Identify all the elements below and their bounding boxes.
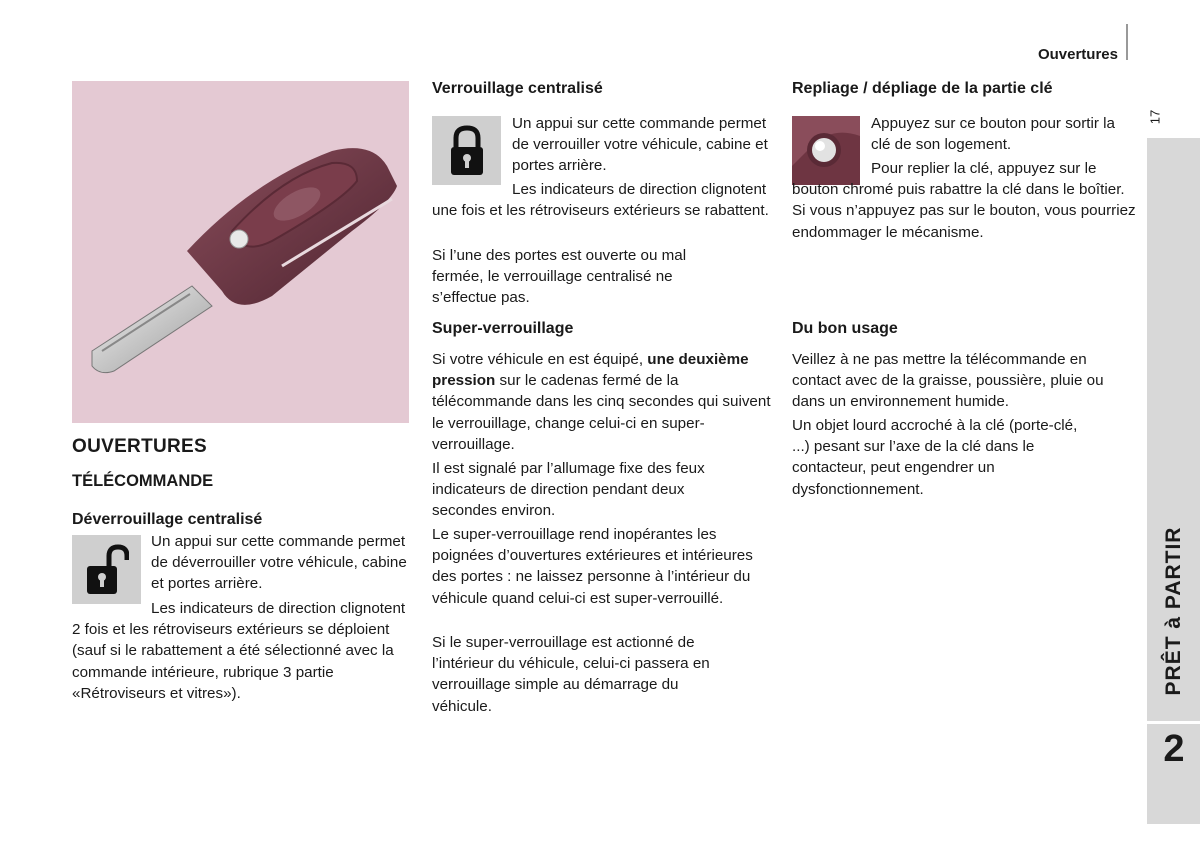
fold-heading: Repliage / dépliage de la partie clé bbox=[792, 80, 1053, 97]
usage-heading: Du bon usage bbox=[792, 320, 898, 337]
chapter-number: 2 bbox=[1163, 728, 1185, 770]
super-lock-paragraph-4: Si le super-verrouillage est actionné de l’intérieur du véhicule, celui-ci passera en verrouillage simple au démarrage du véhicule. bbox=[432, 634, 710, 715]
unlock-icon bbox=[72, 535, 141, 604]
unlock-paragraph-2: Les indicateurs de direction clignotent 2 fois et les rétroviseurs extérieurs se déploient (sauf si le rabattement a été sélectionné avec la commande intérieure, rubrique 3 partie «Rétroviseurs et vitres»). bbox=[72, 600, 406, 702]
usage-paragraph-1: Veillez à ne pas mettre la télécommande en contact avec de la graisse, poussière, pluie ou dans un environnement humide. bbox=[792, 351, 1104, 411]
header-rule bbox=[1126, 24, 1128, 60]
page-number: 17 bbox=[1147, 109, 1163, 125]
unlock-heading: Déverrouillage centralisé bbox=[72, 511, 263, 528]
page-title: OUVERTURES bbox=[72, 436, 207, 457]
super-lock-heading: Super-verrouillage bbox=[432, 320, 574, 337]
super-lock-paragraph-3: Le super-verrouillage rend inopérantes les poignées d’ouvertures extérieures et intérieures des portes : ne laissez personne à l’intérieur du véhicule quand celui-ci est super-verrouillé. bbox=[432, 526, 753, 607]
lock-icon bbox=[432, 116, 501, 185]
fold-paragraph-2: Pour replier la clé, appuyez sur le bouton chromé puis rabattre la clé dans le boîtier. Si vous n’appuyez pas sur le bouton, vous pourriez endommager le mécanisme. bbox=[792, 160, 1136, 241]
usage-paragraph-2: Un objet lourd accroché à la clé (porte-clé, ...) pesant sur l’axe de la clé dans le contacteur, peut engendrer un dysfonctionnement. bbox=[792, 417, 1078, 498]
lock-paragraph-3: Si l’une des portes est ouverte ou mal fermée, le verrouillage centralisé ne s’effectue pas. bbox=[432, 247, 687, 307]
section-header: Ouvertures bbox=[1037, 46, 1118, 63]
key-photo bbox=[72, 81, 409, 423]
lock-paragraph-1: Un appui sur cette commande permet de verrouiller votre véhicule, cabine et portes arrière. bbox=[512, 115, 768, 175]
chapter-title: PRÊT à PARTIR bbox=[1162, 526, 1185, 695]
lock-paragraph-2: Les indicateurs de direction clignotent une fois et les rétroviseurs extérieurs se rabattent. bbox=[432, 181, 769, 220]
super-lock-paragraph-2: Il est signalé par l’allumage fixe des feux indicateurs de direction pendant deux secondes environ. bbox=[432, 460, 705, 520]
super-lock-paragraph-1: Si votre véhicule en est équipé, une deuxième pression sur le cadenas fermé de la télécommande dans les cinq secondes qui suivent le verrouillage, change celui-ci en super-verrouillage. bbox=[432, 351, 771, 453]
sidebar-divider bbox=[1147, 721, 1200, 724]
unlock-paragraph-1: Un appui sur cette commande permet de déverrouiller votre véhicule, cabine et portes arrière. bbox=[151, 533, 407, 593]
page-subtitle: TÉLÉCOMMANDE bbox=[72, 472, 214, 490]
fold-paragraph-1: Appuyez sur ce bouton pour sortir la clé de son logement. bbox=[871, 115, 1115, 154]
lock-heading: Verrouillage centralisé bbox=[432, 80, 603, 97]
